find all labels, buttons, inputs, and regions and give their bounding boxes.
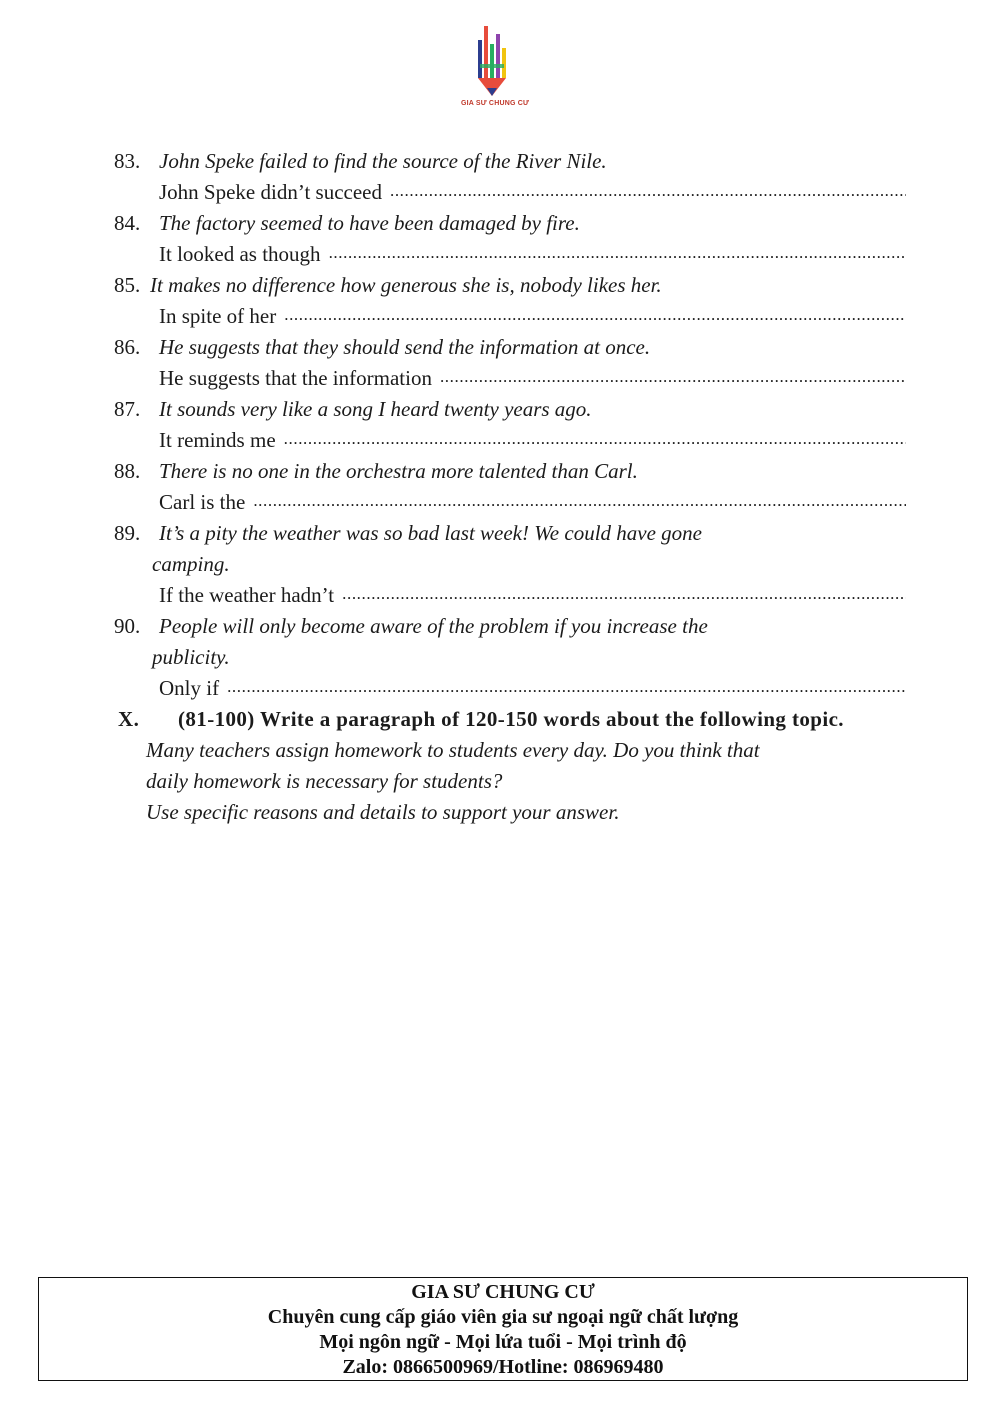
answer-line[interactable] (114, 487, 906, 518)
question-prompt: There is no one in the orchestra more talented than Carl. (159, 459, 638, 483)
question-prompt: People will only become aware of the problem if you increase the (159, 614, 708, 638)
answer-start: Carl is the (159, 490, 246, 514)
question-number: 86. (114, 335, 141, 359)
answer-start: It looked as though (159, 242, 321, 266)
footer-brand: GIA SƯ CHUNG CƯ (411, 1281, 595, 1303)
answer-line[interactable] (114, 673, 906, 704)
answer-line[interactable] (114, 425, 906, 456)
answer-dots[interactable] (284, 301, 906, 332)
question-84 (114, 208, 914, 270)
answer-dots[interactable] (440, 363, 906, 394)
question-87 (114, 394, 914, 456)
question-number: 83. (114, 149, 141, 173)
answer-dots[interactable] (342, 580, 906, 611)
footer-contact: Zalo: 0866500969/Hotline: 086969480 (342, 1356, 664, 1378)
answer-start: He suggests that the information (159, 366, 432, 390)
pencil-bars-logo-icon (450, 18, 540, 100)
answer-dots[interactable] (284, 425, 906, 456)
question-prompt: It’s a pity the weather was so bad last week! We could have gone (159, 521, 702, 545)
section-title: (81-100) Write a paragraph of 120-150 words about the following topic. (178, 707, 844, 731)
answer-line[interactable] (114, 177, 906, 208)
question-88 (114, 456, 914, 518)
answer-start: In spite of her (159, 304, 277, 328)
question-number: 85. (114, 273, 141, 297)
questions-list (114, 146, 914, 828)
question-number: 84. (114, 211, 141, 235)
question-prompt: It makes no difference how generous she is, nobody likes her. (150, 273, 662, 297)
writing-topic (114, 735, 926, 828)
answer-line[interactable] (114, 363, 906, 394)
answer-start: It reminds me (159, 428, 276, 452)
question-85 (114, 270, 914, 332)
answer-start: John Speke didn’t succeed (159, 180, 382, 204)
answer-line[interactable] (114, 580, 906, 611)
answer-dots[interactable] (253, 487, 906, 518)
topic-line: Many teachers assign homework to students every day. Do you think that (146, 738, 760, 762)
question-prompt: John Speke failed to find the source of the River Nile. (159, 149, 607, 173)
answer-line[interactable] (114, 239, 906, 270)
question-prompt-continued: camping. (152, 552, 230, 576)
footer-contact-box (38, 1277, 968, 1381)
answer-dots[interactable] (329, 239, 906, 270)
question-prompt: It sounds very like a song I heard twenty years ago. (159, 397, 592, 421)
question-number: 88. (114, 459, 141, 483)
answer-start: If the weather hadn’t (159, 583, 335, 607)
question-86 (114, 332, 914, 394)
question-number: 87. (114, 397, 141, 421)
topic-line: daily homework is necessary for students? (146, 769, 503, 793)
answer-line[interactable] (114, 301, 906, 332)
footer-slogan: Mọi ngôn ngữ - Mọi lứa tuổi - Mọi trình độ (319, 1331, 687, 1353)
question-number: 90. (114, 614, 141, 638)
writing-section (114, 704, 914, 828)
section-number: X. (118, 707, 140, 731)
question-prompt-continued: publicity. (152, 645, 230, 669)
question-prompt: He suggests that they should send the information at once. (159, 335, 651, 359)
logo-text: GIA SƯ CHUNG CƯ (460, 100, 530, 107)
question-prompt: The factory seemed to have been damaged by fire. (159, 211, 580, 235)
footer-tagline: Chuyên cung cấp giáo viên gia sư ngoại ngữ chất lượng (267, 1306, 739, 1328)
question-90 (114, 611, 914, 704)
question-83 (114, 146, 914, 208)
answer-dots[interactable] (390, 177, 906, 208)
brand-logo (450, 18, 540, 118)
question-number: 89. (114, 521, 141, 545)
answer-dots[interactable] (227, 673, 906, 704)
topic-line: Use specific reasons and details to support your answer. (146, 800, 620, 824)
answer-start: Only if (159, 676, 220, 700)
question-89 (114, 518, 914, 611)
